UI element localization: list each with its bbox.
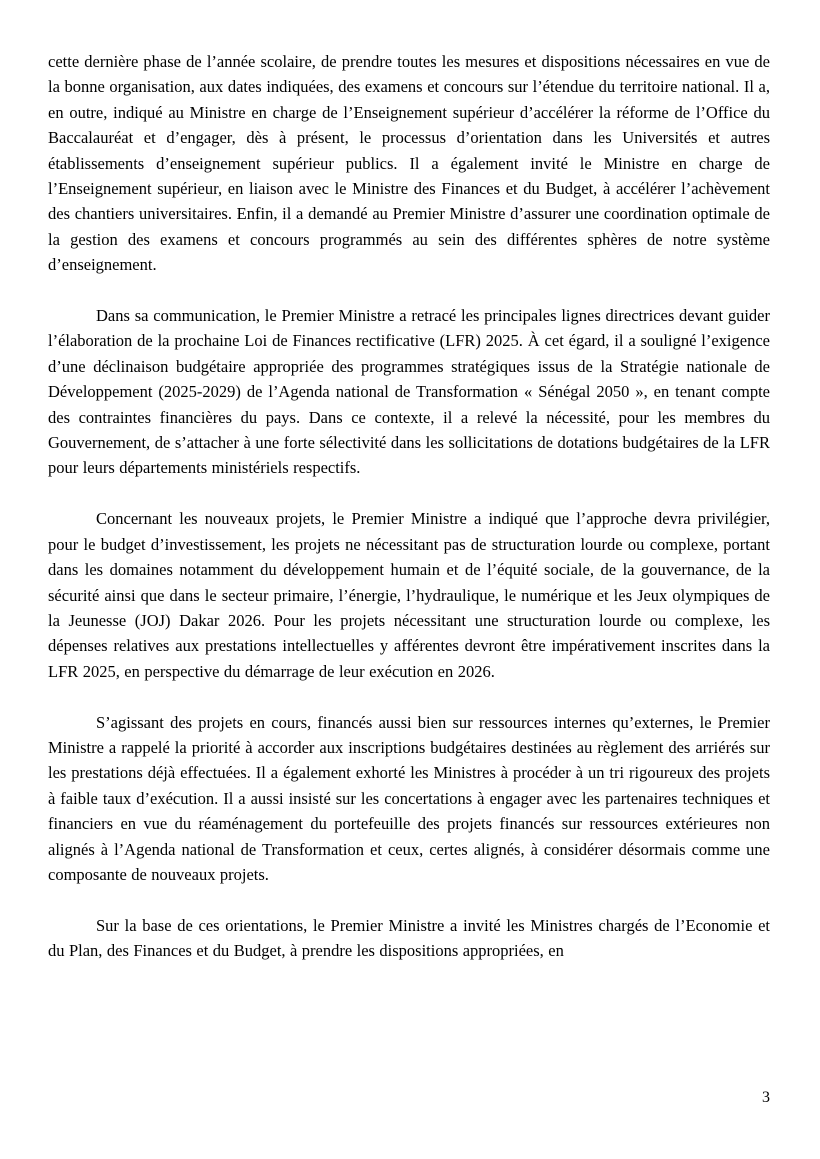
document-body	[48, 49, 770, 989]
paragraph-continuation: cette dernière phase de l’année scolaire, de prendre toutes les mesures et dispositions nécessaires en vue de la bonne organisation, aux dates indiquées, des examens et concours sur l’étendue du territoire national. Il a, en outre, indiqué au Ministre en charge de l’Enseignement supérieur d’accélérer la réforme de l’Office du Baccalauréat et d’engager, dès à présent, le processus d’orientation dans les Universités et autres établissements d’enseignement supérieur publics. Il a également invité le Ministre en charge de l’Enseignement supérieur, en liaison avec le Ministre des Finances et du Budget, à accélérer l’achèvement des chantiers universitaires. Enfin, il a demandé au Premier Ministre d’assurer une coordination optimale de la gestion des examens et concours programmés au sein des différentes sphères de notre système d’enseignement.	[48, 52, 770, 275]
paragraph-nouveaux-projets: Concernant les nouveaux projets, le Premier Ministre a indiqué que l’approche devra privilégier, pour le budget d’investissement, les projets ne nécessitant pas de structuration lourde ou complexe, portant dans les domaines notamment du développement humain et de l’équité sociale, de la gouvernance, de la sécurité ainsi que dans le secteur primaire, l’énergie, l’hydraulique, le numérique et les Jeux olympiques de la Jeunesse (JOJ) Dakar 2026. Pour les projets nécessitant une structuration lourde ou complexe, les dépenses relatives aux prestations intellectuelles y afférentes devront être impérativement inscrites dans la LFR 2025, en perspective du démarrage de leur exécution en 2026.	[48, 509, 770, 681]
paragraph-projets-en-cours: S’agissant des projets en cours, financés aussi bien sur ressources internes qu’externes, le Premier Ministre a rappelé la priorité à accorder aux inscriptions budgétaires destinées au règlement des arriérés sur les prestations déjà effectuées. Il a également exhorté les Ministres à procéder à un tri rigoureux des projets à faible taux d’exécution. Il a aussi insisté sur les concertations à engager avec les partenaires techniques et financiers en vue du réaménagement du portefeuille des projets financés sur ressources extérieures non alignés à l’Agenda national de Transformation et ceux, certes alignés, à considérer désormais comme une composante de nouveaux projets.	[48, 712, 770, 884]
page-number: 3	[762, 1089, 770, 1106]
paragraph-orientations: Sur la base de ces orientations, le Premier Ministre a invité les Ministres chargés de l’Economie et du Plan, des Finances et du Budget, à prendre les dispositions appropriées, en	[48, 915, 770, 961]
paragraph-communication-lfr: Dans sa communication, le Premier Ministre a retracé les principales lignes directrices devant guider l’élaboration de la prochaine Loi de Finances rectificative (LFR) 2025. À cet égard, il a souligné l’exigence d’une déclinaison budgétaire appropriée des programmes stratégiques issus de la Stratégie nationale de Développement (2025-2029) de l’Agenda national de Transformation « Sénégal 2050 », en tenant compte des contraintes financières du pays. Dans ce contexte, il a relevé la nécessité, pour les membres du Gouvernement, de s’attacher à une forte sélectivité dans les sollicitations de dotations budgétaires de la LFR pour leurs départements ministériels respectifs.	[48, 306, 770, 478]
